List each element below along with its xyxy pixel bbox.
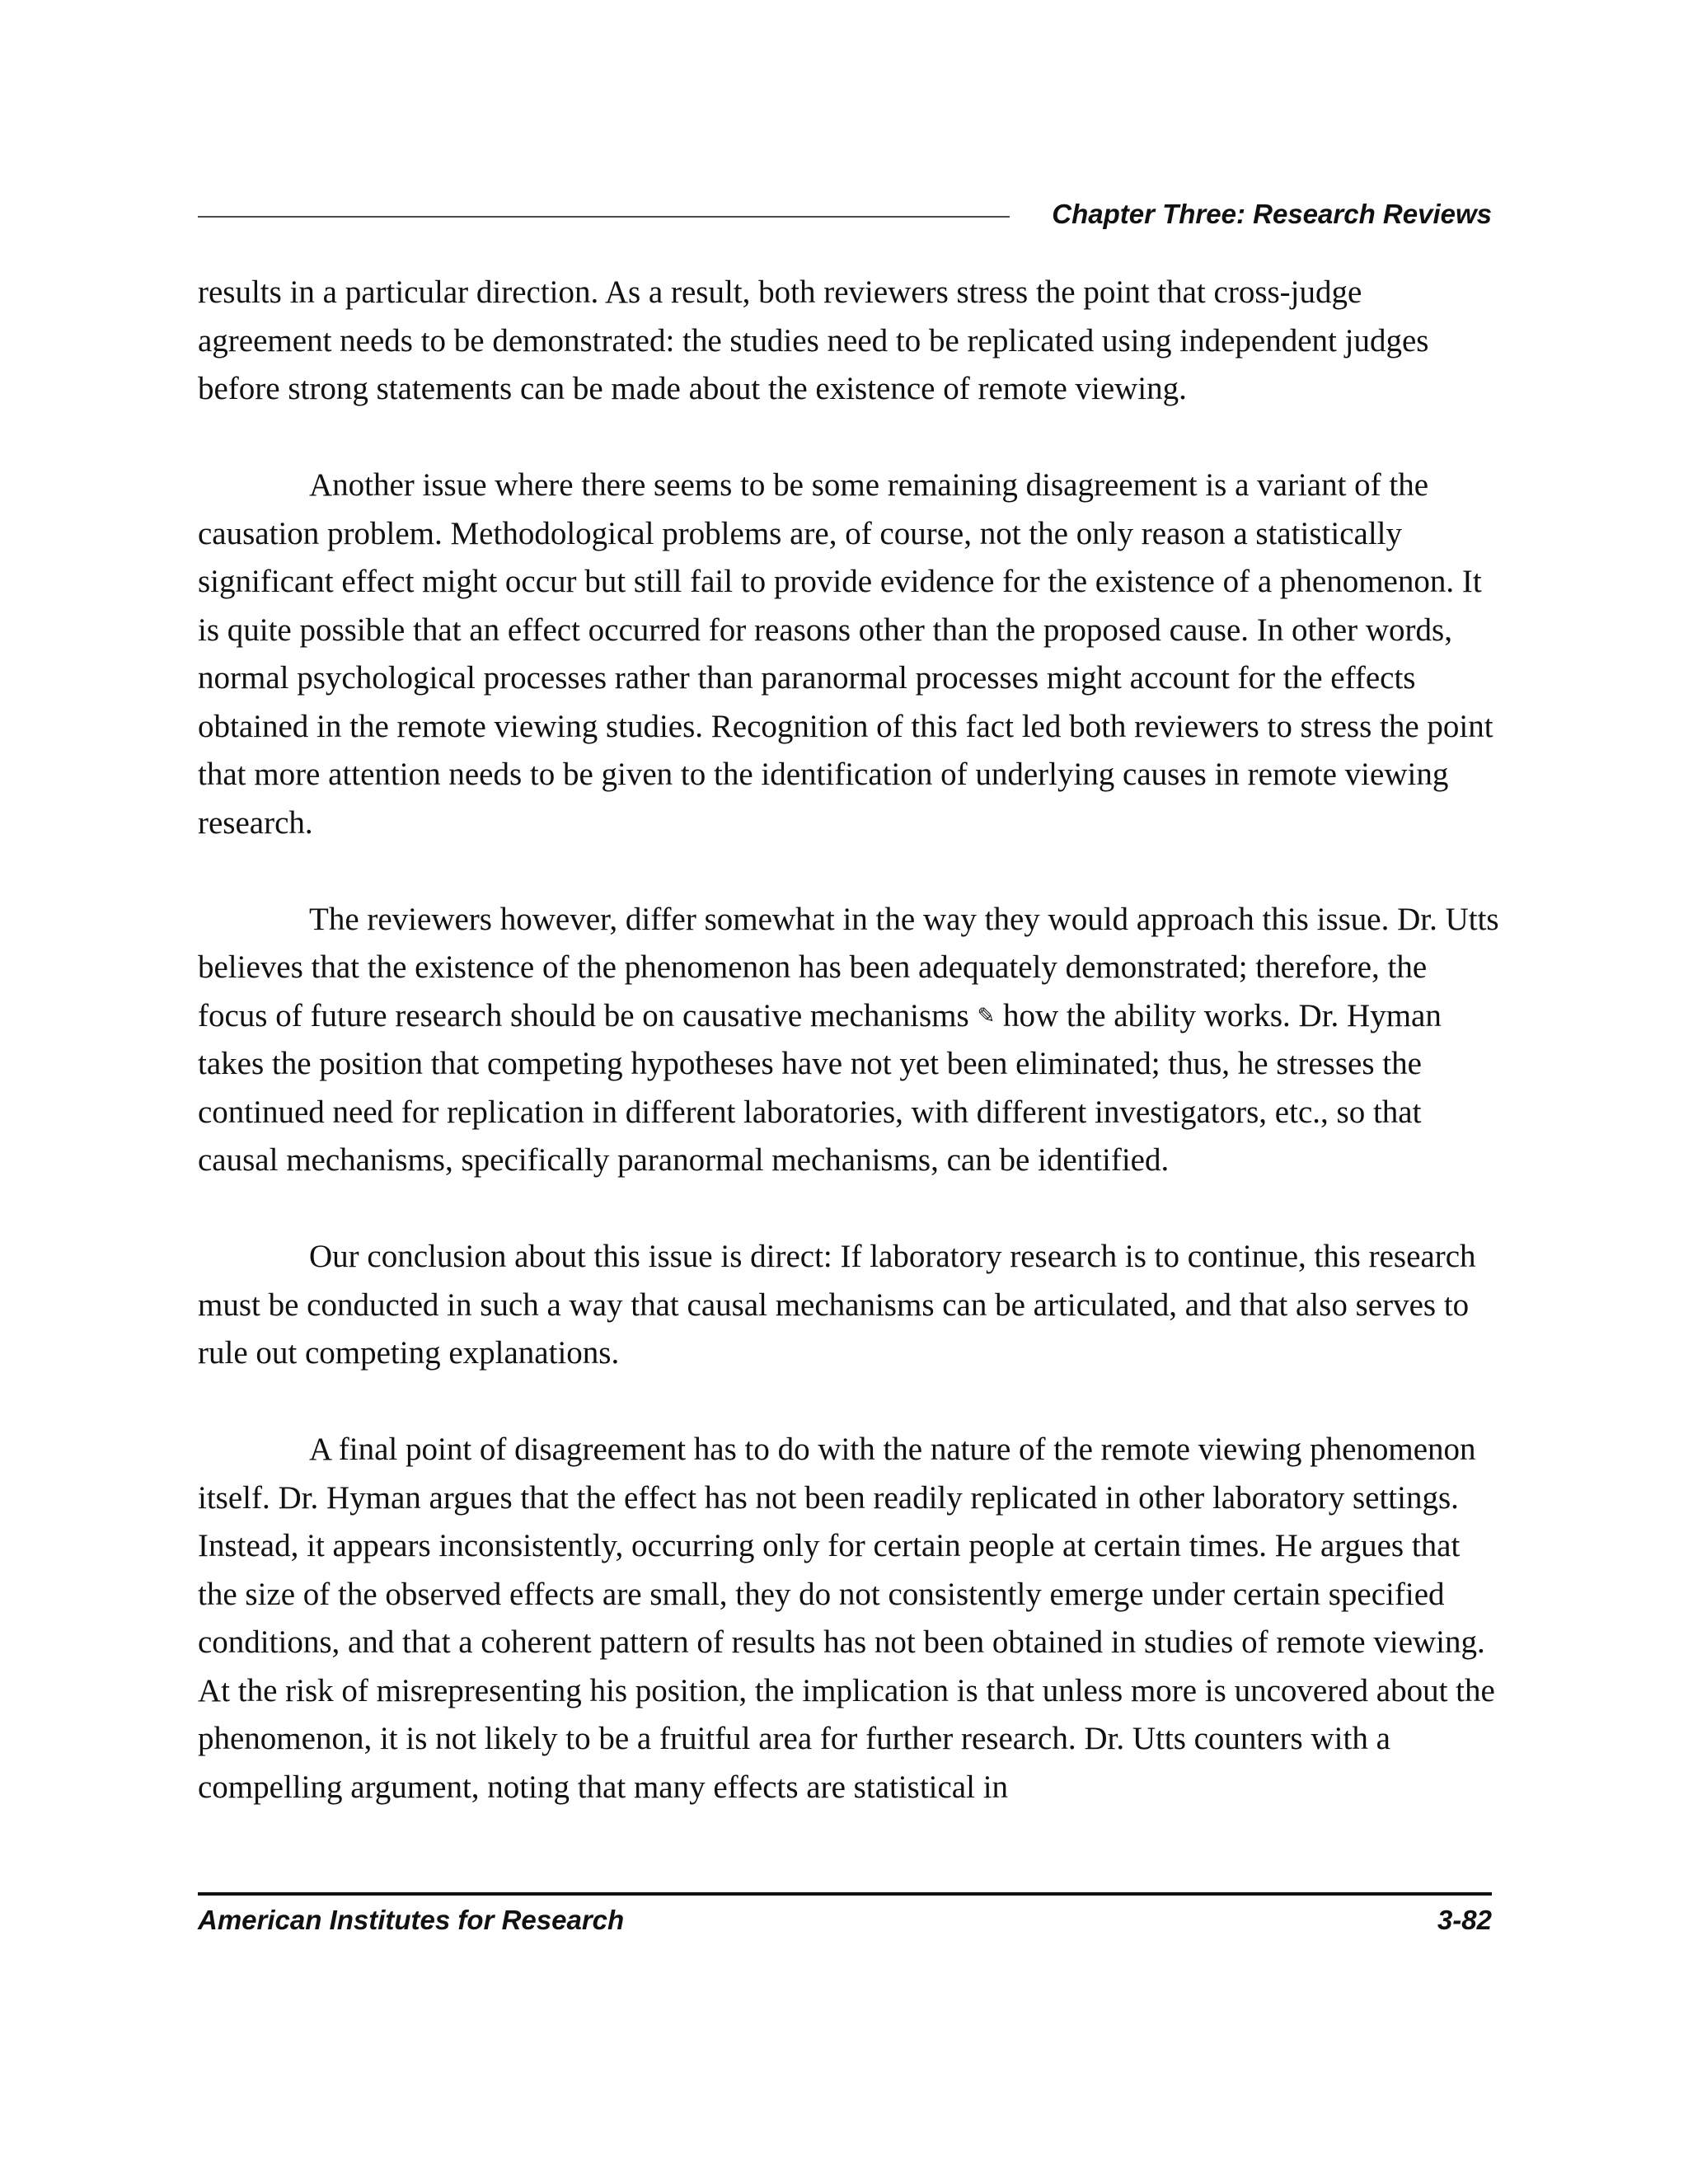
paragraph-3 bbox=[198, 896, 1500, 1185]
pencil-icon: ✎ bbox=[977, 1003, 996, 1029]
paragraph-3-part-2: how the ability works. Dr. Hyman takes the position that competing hypotheses have not yet been eliminated; thus, he stresses the continued need for replication in different laboratories, with different investigators, etc., so that causal mechanisms, specifically paranormal mechanisms, can be identified. bbox=[198, 997, 1442, 1178]
footer-organization: American Institutes for Research bbox=[198, 1905, 625, 1935]
header-rule bbox=[198, 216, 1010, 218]
page-header bbox=[198, 196, 1492, 237]
page-number: 3-82 bbox=[1437, 1905, 1492, 1935]
page-footer bbox=[198, 1892, 1492, 1945]
paragraph-1: results in a particular direction. As a result, both reviewers stress the point that cross-judge agreement needs to be demonstrated: the studies need to be replicated using independent judges before strong statements can be made about the existence of remote viewing. bbox=[198, 274, 1429, 406]
body-text bbox=[198, 269, 1500, 1811]
paragraph-5: A final point of disagreement has to do with the nature of the remote viewing phenomenon itself. Dr. Hyman argues that the effect has not been readily replicated in other laboratory settings. Instead, it appears inconsistently, occurring only for certain people at certain times. He argues that the size of the observed effects are small, they do not consistently emerge under certain specified conditions, and that a coherent pattern of results has not been obtained in studies of remote viewing. At the risk of misrepresenting his position, the implication is that unless more is uncovered about the phenomenon, it is not likely to be a fruitful area for further research. Dr. Utts counters with a compelling argument, noting that many effects are statistical in bbox=[198, 1432, 1495, 1805]
paragraph-3-part-1: The reviewers however, differ somewhat in the way they would approach this issue. Dr. Utts believes that the existence of the phenomenon has been adequately demonstrated; therefore, the focus of future research should be on causative mechanisms bbox=[198, 901, 1499, 1033]
paragraph-4: Our conclusion about this issue is direct: If laboratory research is to continue, this research must be conducted in such a way that causal mechanisms can be articulated, and that also serves to rule out competing explanations. bbox=[198, 1239, 1476, 1371]
paragraph-2: Another issue where there seems to be some remaining disagreement is a variant of the causation problem. Methodological problems are, of course, not the only reason a statistically significant effect might occur but still fail to provide evidence for the existence of a phenomenon. It is quite possible that an effect occurred for reasons other than the proposed cause. In other words, normal psychological processes rather than paranormal processes might account for the effects obtained in the remote viewing studies. Recognition of this fact led both reviewers to stress the point that more attention needs to be given to the identification of underlying causes in remote viewing research. bbox=[198, 467, 1493, 841]
chapter-title: Chapter Three: Research Reviews bbox=[1052, 199, 1492, 229]
